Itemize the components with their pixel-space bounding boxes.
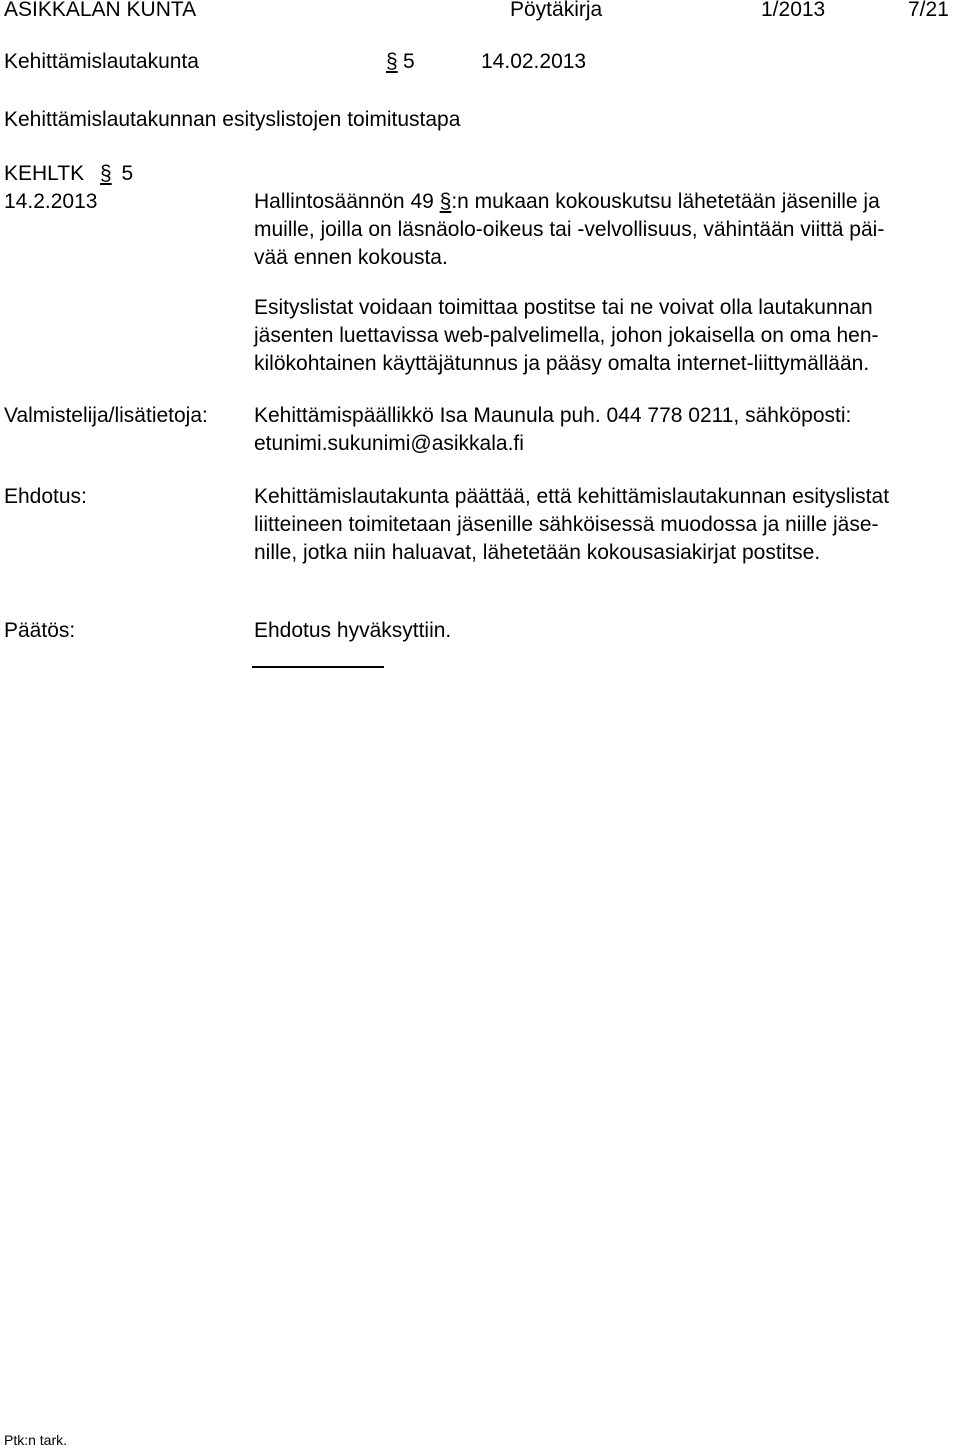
header-doc-type: Pöytäkirja — [510, 0, 603, 21]
header-section-number: 5 — [403, 50, 415, 73]
header-page-number: 7/21 — [908, 0, 949, 21]
preparer-email: etunimi.sukunimi@asikkala.fi — [254, 432, 524, 455]
case-paragraph-1 — [254, 188, 954, 272]
case-paragraph-1-text-b: :n mukaan kokouskutsu lähetetään jäsenille ja — [451, 190, 880, 213]
case-paragraph-1-line: vää ennen kokousta. — [254, 246, 448, 269]
header-committee: Kehittämislautakunta — [4, 50, 199, 73]
header-doc-number: 1/2013 — [761, 0, 826, 21]
case-paragraph-2 — [254, 294, 954, 378]
case-paragraph-2-line: kilökohtainen käyttäjätunnus ja pääsy omalta internet-liittymällään. — [254, 352, 870, 375]
case-paragraph-2-line: Esityslistat voidaan toimittaa postitse tai ne voivat olla lautakunnan — [254, 296, 873, 319]
case-date: 14.2.2013 — [4, 190, 98, 213]
case-section-number: 5 — [121, 162, 134, 185]
preparer-label: Valmistelija/lisätietoja: — [4, 404, 208, 427]
proposal-line: nille, jotka niin haluavat, lähetetään kokousasiakirjat postitse. — [254, 541, 821, 564]
case-ref-code: KEHLTK — [4, 162, 85, 185]
case-ref — [4, 160, 133, 188]
proposal-line: liitteineen toimitetaan jäsenille sähköisessä muodossa ja niille jäse- — [254, 513, 879, 536]
preparer-info — [254, 402, 954, 458]
page-title: Kehittämislautakunnan esityslistojen toimitustapa — [4, 108, 461, 131]
case-paragraph-2-line: jäsenten luettavissa web-palvelimella, johon jokaisella on oma hen- — [254, 324, 879, 347]
decision-text: Ehdotus hyväksyttiin. — [254, 619, 452, 642]
case-paragraph-1-section-symbol: § — [439, 190, 452, 213]
signature-divider — [252, 666, 384, 668]
proposal-text — [254, 483, 954, 567]
header-org: ASIKKALAN KUNTA — [4, 0, 197, 21]
case-paragraph-1-text-a: Hallintosäännön 49 — [254, 190, 440, 213]
case-paragraph-1-line: muille, joilla on läsnäolo-oikeus tai -velvollisuus, vähintään viittä päi- — [254, 218, 885, 241]
footer-minutes-check: Ptk:n tark. — [4, 1432, 68, 1448]
case-paragraph-1-line — [254, 188, 954, 216]
header-date: 14.02.2013 — [481, 50, 587, 73]
proposal-line: Kehittämislautakunta päättää, että kehittämislautakunnan esityslistat — [254, 485, 890, 508]
case-section-symbol: § — [99, 162, 112, 185]
preparer-contact-line: Kehittämispäällikkö Isa Maunula puh. 044 778 0211, sähköposti: — [254, 404, 852, 427]
header-section-symbol: § — [386, 50, 398, 73]
decision-label: Päätös: — [4, 619, 76, 642]
proposal-label: Ehdotus: — [4, 485, 87, 508]
